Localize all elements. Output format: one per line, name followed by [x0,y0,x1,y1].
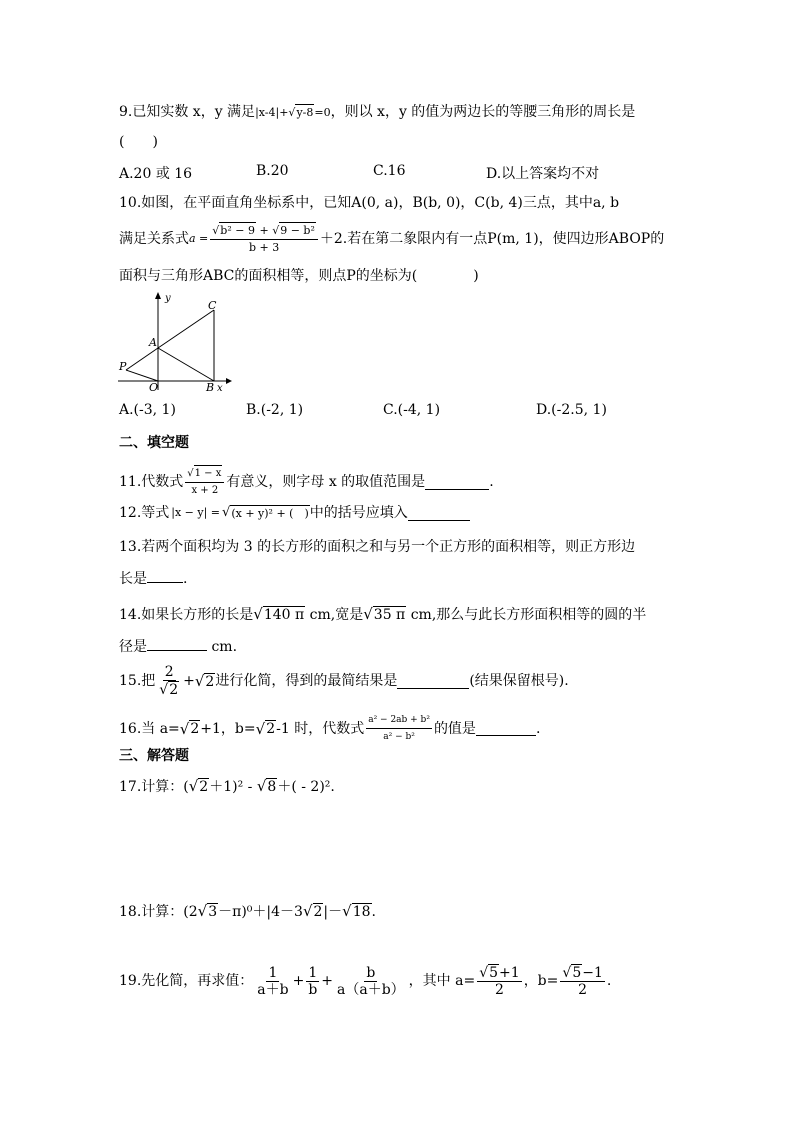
section-title-solve: 三、解答题 [119,748,189,764]
section-title-fill-blank: 二、填空题 [119,435,189,451]
q9-option-a: A.20 或 16 [119,166,193,182]
q18-r3: 18 [352,904,371,920]
label-p: P [119,360,127,373]
q10-plus: + [259,224,269,237]
q15-post: 进行化简，得到的最简结果是 [215,673,398,689]
sqrt-icon: √ [288,106,296,119]
sqrt-icon: √ [363,605,373,623]
sqrt-icon: √ [212,224,220,237]
sqrt-icon: √ [255,719,266,738]
q14-line1 [119,604,646,625]
q10-text-a: 满足关系式 [119,231,189,247]
q14-line2 [119,636,237,657]
segment-ac [158,310,214,348]
q19-mid: ，其中 a= [408,973,476,989]
q16-post: 的值是 [433,720,476,737]
q19-a-root: 5 [489,965,499,981]
q13-answer-blank[interactable] [147,568,183,583]
sqrt-icon: √ [272,224,280,237]
sqrt-icon: √ [187,468,194,479]
segment-pa [126,348,158,370]
q19-plus1: + [292,973,305,989]
q18-line [119,901,376,922]
q19-b-value [560,964,604,998]
q19-end: . [606,973,612,989]
x-axis-arrow-icon [226,378,232,384]
q17-r2: 8 [267,779,277,795]
sqrt-icon: √ [222,505,231,520]
q19-plus2: + [321,973,334,989]
q19-a-den: 2 [494,982,504,998]
q18-r2: 2 [313,904,323,920]
q11-pre: 11.代数式 [119,474,184,490]
q16-num: a² − 2ab + b² [366,712,432,729]
y-axis-arrow-icon [155,292,161,299]
q11-post: 有意义，则字母 x 的取值范围是 [226,474,426,490]
q19-f2-num: 1 [308,964,318,981]
sqrt-icon: √ [253,605,263,623]
q17-pre: 17.计算：( [119,779,189,795]
q15-answer-blank[interactable] [397,674,469,689]
sqrt-icon: √ [197,902,208,920]
q9-paren: ( ) [119,134,158,150]
q10-a-eq: a = [189,232,209,245]
q9-line1 [119,102,635,123]
segment-po [126,370,158,381]
q14-mid: cm,宽是 [305,607,364,623]
q16-answer-blank[interactable] [476,721,536,736]
q14-text: 径是 [119,639,147,655]
q16-p2: -1 时，代数式 [276,720,365,737]
label-c: C [208,299,217,312]
q12-radicand: (x + y)² + ( ) [231,506,309,520]
q18-pre: 18.计算：(2 [119,904,198,920]
label-y: y [165,293,171,304]
coordinate-graph [118,290,238,392]
q19-line [119,964,611,998]
q10-fraction [210,222,318,256]
q11-end: . [489,474,494,490]
q15-end: (结果保留根号). [469,673,569,689]
q10-line3: 面积与三角形ABC的面积相等，则点P的坐标为( ) [119,268,479,284]
q16-line [119,712,540,745]
q15-den: 2 [169,682,179,698]
q11-answer-blank[interactable] [425,475,489,490]
q9-option-d: D.以上答案均不对 [486,166,600,182]
q19-a-value [477,964,521,998]
sqrt-icon: √ [179,719,190,738]
q16-pre: 16.当 a= [119,720,180,737]
q16-r1: 2 [190,721,200,737]
q9-sqrt: y-8 [296,106,314,119]
q9-option-b: B.20 [256,163,289,179]
q18-mid: －π)⁰＋|4－3 [218,904,303,920]
sqrt-icon: √ [188,777,199,795]
q12-post: 中的括号应填入 [309,505,408,521]
q19-b-den: 2 [578,982,588,998]
q12-lhs: |x − y| = [171,506,221,519]
q16-fraction [366,712,432,745]
q9-text-a: 9.已知实数 x，y 满足 [119,104,256,120]
sqrt-icon: √ [479,965,489,981]
q19-f3-den: a（a＋b） [337,981,405,998]
sqrt-icon: √ [256,777,267,795]
q9-abs: |x-4|+ [255,106,289,119]
q15-fraction [157,664,181,698]
q15-num: 2 [164,664,174,680]
q19-f2-den: b [308,981,318,998]
q10-num2: 9 − b² [280,224,315,237]
q15-r: 2 [205,673,215,690]
label-o: O [149,381,159,392]
q19-frac1 [255,965,290,998]
q11-den: x + 2 [191,485,219,496]
label-a: A [149,336,157,349]
q19-pre: 19.先化简，再求值： [119,973,254,989]
q14-r2: 35 π [373,607,406,623]
q9-option-c: C.16 [373,163,406,179]
segment-ab [158,348,214,381]
q9-text-b: ，则以 x，y 的值为两边长的等腰三角形的周长是 [330,104,636,120]
q18-mid2: |－ [323,904,343,920]
q9-eq: =0 [314,106,331,119]
q17-mid: ＋1)² - [209,779,257,795]
q14-post: cm,那么与此长方形面积相等的圆的半 [406,607,647,623]
sqrt-icon: √ [194,672,205,690]
q11-fraction [185,465,224,499]
label-b: B [206,381,215,392]
q10-den: b + 3 [248,241,280,254]
q12-line [119,503,470,523]
q10-text-b: ＋2.若在第二象限内有一点P(m, 1)，使四边形ABOP的 [319,231,665,247]
q17-post: ＋( - 2)². [277,779,335,795]
q11-line [119,465,494,499]
q19-sep: ，b= [523,973,559,989]
q19-b-root: 5 [572,965,582,981]
q16-end: . [535,720,541,737]
q19-f3-num: b [366,964,376,981]
sqrt-icon: √ [159,682,169,698]
q10-line2 [119,222,664,256]
q19-f1-num: 1 [268,964,278,981]
q10-option-a: A.(-3, 1) [119,402,176,418]
q15-line [119,664,569,698]
q19-frac2 [306,965,319,998]
q19-f1-den: a＋b [257,981,289,998]
q18-r1: 3 [208,904,218,920]
q14-answer-blank[interactable] [147,636,207,651]
sqrt-icon: √ [562,965,572,981]
q13-line2 [119,568,187,589]
q10-option-d: D.(-2.5, 1) [536,402,607,418]
q16-p1: +1，b= [200,720,256,737]
q16-den: a² − b² [383,732,415,742]
q15-plus: + [183,673,195,689]
q10-option-b: B.(-2, 1) [246,402,304,418]
q13-end: . [183,571,188,587]
q16-r2: 2 [266,721,276,737]
sqrt-icon: √ [342,902,352,920]
q14-end: cm. [207,639,238,655]
q14-pre: 14.如果长方形的长是 [119,607,254,623]
q10-line1: 10.如图，在平面直角坐标系中，已知A(0, a)，B(b, 0)，C(b, 4)三点，其中a, b [119,195,620,211]
q19-b-minus: −1 [582,965,603,981]
q11-num: 1 − x [194,465,223,482]
q17-line [119,776,335,797]
q19-a-plus: +1 [499,965,520,981]
q19-frac3 [335,965,407,998]
q15-pre: 15.把 [119,673,156,689]
q17-r1: 2 [199,779,209,795]
q18-post: . [371,904,376,920]
q12-pre: 12.等式 [119,505,170,521]
q12-answer-blank[interactable] [408,506,470,521]
sqrt-icon: √ [302,902,313,920]
q10-num1: b² − 9 [220,224,255,237]
q13-text: 长是 [119,571,147,587]
q10-option-c: C.(-4, 1) [383,402,441,418]
q14-r1: 140 π [263,607,305,623]
label-x: x [217,383,223,392]
q13-line1: 13.若两个面积均为 3 的长方形的面积之和与另一个正方形的面积相等，则正方形边 [119,539,636,555]
